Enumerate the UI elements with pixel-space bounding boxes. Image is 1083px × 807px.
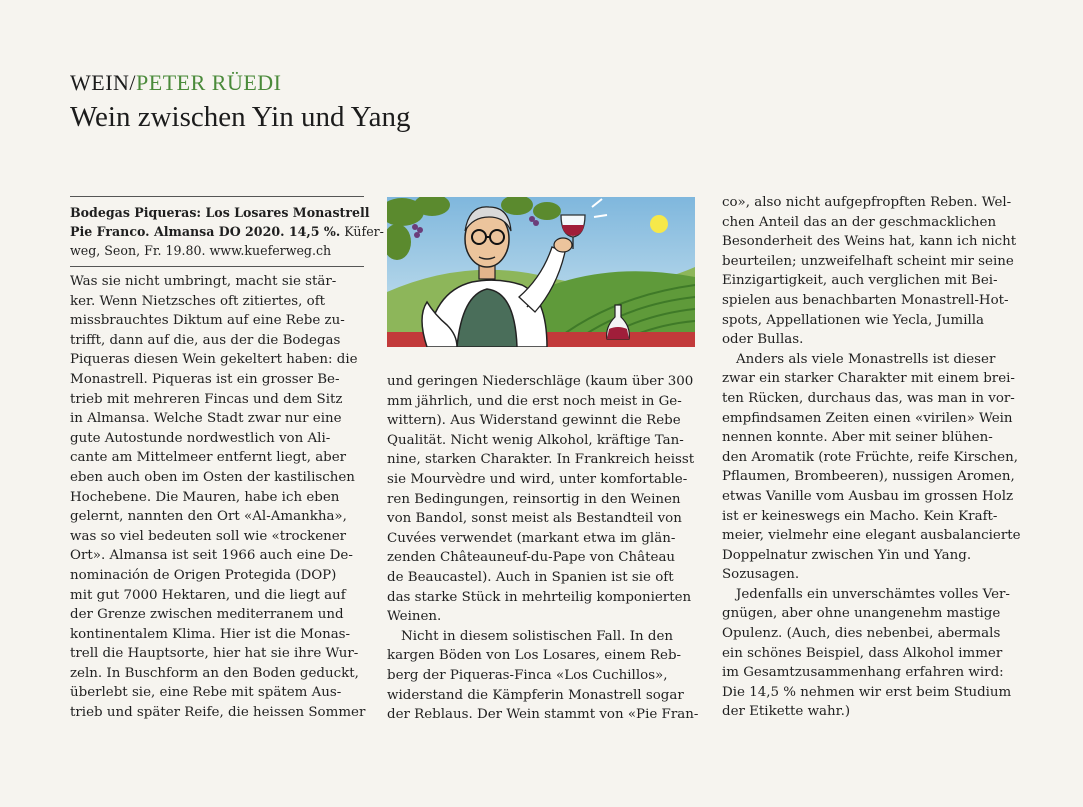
text-line: gelernt, nannten den Ort «Al-Amankha», bbox=[70, 509, 347, 525]
column-2 bbox=[387, 372, 699, 725]
column-1 bbox=[70, 272, 364, 723]
text-line: das starke Stück in mehrteilig komponierten bbox=[387, 589, 692, 605]
infobox-top-rule bbox=[70, 196, 364, 197]
text-line: zeln. In Buschform an den Boden geduckt, bbox=[70, 665, 359, 681]
text-line: empfindsamen Zeiten einen «virilen» Wein bbox=[722, 410, 1013, 426]
infobox-bottom-rule bbox=[70, 266, 364, 267]
text-line: spielen aus benachbarten Monastrell-Hot- bbox=[722, 292, 1009, 308]
text-line: in Almansa. Welche Stadt zwar nur eine bbox=[70, 411, 342, 427]
text-line: spots, Appellationen wie Yecla, Jumilla bbox=[722, 312, 985, 328]
text-line: Was sie nicht umbringt, macht sie stär- bbox=[70, 274, 337, 289]
text-line: Qualität. Nicht wenig Alkohol, kräftige Tan- bbox=[387, 432, 684, 448]
text-line: gute Autostunde nordwestlich von Ali- bbox=[70, 430, 331, 446]
text-line: eben auch oben im Osten der kastilischen bbox=[70, 469, 355, 485]
infobox-line: Bodegas Piqueras: Los Losares Monastrell bbox=[70, 205, 370, 220]
section-kicker bbox=[70, 70, 282, 96]
text-line: Weinen. bbox=[387, 609, 442, 625]
text-line: berg der Piqueras-Finca «Los Cuchillos», bbox=[387, 667, 668, 683]
text-line: ein schönes Beispiel, dass Alkohol immer bbox=[722, 645, 1003, 661]
text-line: zenden Châteauneuf-du-Pape von Château bbox=[387, 550, 676, 566]
text-line: Die 14,5 % nehmen wir erst beim Studium bbox=[722, 684, 1012, 700]
text-line: kontinentalem Klima. Hier ist die Monas- bbox=[70, 626, 351, 642]
infobox-line bbox=[70, 222, 384, 241]
text-line: co», also nicht aufgepfropften Reben. Wel- bbox=[722, 195, 1012, 210]
text-line: zwar ein starker Charakter mit einem brei- bbox=[722, 371, 1015, 387]
text-line: Cuvées verwendet (markant etwa im glän- bbox=[387, 530, 676, 546]
text-line: widerstand die Kämpferin Monastrell sogar bbox=[387, 687, 684, 703]
kicker-separator: / bbox=[129, 70, 137, 95]
text-line: de Beaucastel). Auch in Spanien ist sie oft bbox=[387, 569, 674, 585]
infobox-line-rest: Küfer- bbox=[340, 224, 384, 239]
text-line: mit gut 7000 Hektaren, und die liegt auf bbox=[70, 587, 346, 603]
text-line: gnügen, aber ohne unangenehm mastige bbox=[722, 606, 1001, 622]
text-line: missbrauchtes Diktum auf eine Rebe zu- bbox=[70, 313, 345, 329]
text-line: Nicht in diesem solistischen Fall. In den bbox=[401, 628, 674, 644]
text-line: von Bandol, sonst meist als Bestandteil von bbox=[387, 511, 682, 527]
text-line: Einzigartigkeit, auch verglichen mit Bei- bbox=[722, 273, 998, 289]
infobox-line-bold: Pie Franco. Almansa DO 2020. 14,5 %. bbox=[70, 224, 341, 239]
section-label: WEIN bbox=[70, 70, 130, 95]
text-line: trifft, dann auf die, aus der die Bodegas bbox=[70, 332, 341, 348]
text-line: Pflaumen, Brombeeren), nussigen Aromen, bbox=[722, 469, 1015, 485]
text-line: im Gesamtzusammenhang erfahren wird: bbox=[722, 665, 1004, 681]
text-line: nominación de Origen Protegida (DOP) bbox=[70, 567, 337, 583]
column-3 bbox=[722, 193, 1022, 722]
text-line: kargen Böden von Los Losares, einem Reb- bbox=[387, 648, 682, 664]
text-line: der Reblaus. Der Wein stammt von «Pie Fran- bbox=[387, 707, 699, 723]
text-line: Jedenfalls ein unverschämtes volles Ver- bbox=[736, 586, 1010, 602]
author-name: PETER RÜEDI bbox=[136, 70, 282, 95]
wine-infobox bbox=[70, 203, 384, 260]
text-line: Opulenz. (Auch, dies nebenbei, abermals bbox=[722, 626, 1001, 642]
text-line: cante am Mittelmeer entfernt liegt, aber bbox=[70, 450, 347, 466]
text-line: chen Anteil das an der geschmacklichen bbox=[722, 214, 997, 230]
text-line: was so viel bedeuten soll wie «trockener bbox=[70, 528, 347, 544]
text-line: sie Mourvèdre und wird, unter komfortable- bbox=[387, 471, 688, 487]
text-line: der Grenze zwischen mediterranem und bbox=[70, 607, 344, 623]
text-line: Doppelnatur zwischen Yin und Yang. bbox=[722, 547, 972, 563]
text-line: nine, starken Charakter. In Frankreich heisst bbox=[387, 452, 695, 468]
text-line: trieb mit mehreren Fincas und dem Sitz bbox=[70, 391, 343, 407]
text-line: beurteilen; unzweifelhaft scheint mir seine bbox=[722, 253, 1014, 269]
text-line: überlebt sie, eine Rebe mit spätem Aus- bbox=[70, 685, 342, 701]
text-line: der Etikette wahr.) bbox=[722, 704, 851, 720]
text-line: Hochebene. Die Mauren, habe ich eben bbox=[70, 489, 340, 505]
infobox-line: weg, Seon, Fr. 19.80. www.kueferweg.ch bbox=[70, 243, 332, 258]
text-line: nennen konnte. Aber mit seiner blühen- bbox=[722, 430, 993, 446]
text-line: wittern). Aus Widerstand gewinnt die Rebe bbox=[387, 413, 681, 429]
illustration-wine-taster bbox=[387, 197, 695, 347]
illustration-svg bbox=[387, 197, 695, 347]
text-line: ren Bedingungen, reinsortig in den Weinen bbox=[387, 491, 681, 507]
text-line: ten Rücken, durchaus das, was man in vor- bbox=[722, 390, 1015, 406]
text-line: ist er keineswegs ein Macho. Kein Kraft- bbox=[722, 508, 998, 524]
article-headline: Wein zwischen Yin und Yang bbox=[70, 101, 411, 133]
text-line: Anders als viele Monastrells ist dieser bbox=[736, 351, 996, 367]
text-line: mm jährlich, und die erst noch meist in Ge- bbox=[387, 393, 682, 409]
text-line: trell die Hauptsorte, hier hat sie ihre Wur- bbox=[70, 646, 359, 662]
text-line: Ort». Almansa ist seit 1966 auch eine De- bbox=[70, 548, 353, 564]
text-line: Sozusagen. bbox=[722, 567, 800, 583]
text-line: Piqueras diesen Wein gekeltert haben: die bbox=[70, 352, 358, 368]
text-line: trieb und später Reife, die heissen Sommer bbox=[70, 705, 366, 721]
text-line: oder Bullas. bbox=[722, 332, 804, 348]
text-line: Monastrell. Piqueras ist ein grosser Be- bbox=[70, 371, 340, 387]
text-line: ker. Wenn Nietzsches oft zitiertes, oft bbox=[70, 293, 326, 309]
text-line: und geringen Niederschläge (kaum über 300 bbox=[387, 374, 694, 389]
text-line: meier, vielmehr eine elegant ausbalancierte bbox=[722, 528, 1021, 544]
text-line: Besonderheit des Weins hat, kann ich nicht bbox=[722, 234, 1017, 250]
text-line: den Aromatik (rote Früchte, reife Kirschen, bbox=[722, 449, 1018, 465]
text-line: etwas Vanille vom Ausbau im grossen Holz bbox=[722, 488, 1014, 504]
